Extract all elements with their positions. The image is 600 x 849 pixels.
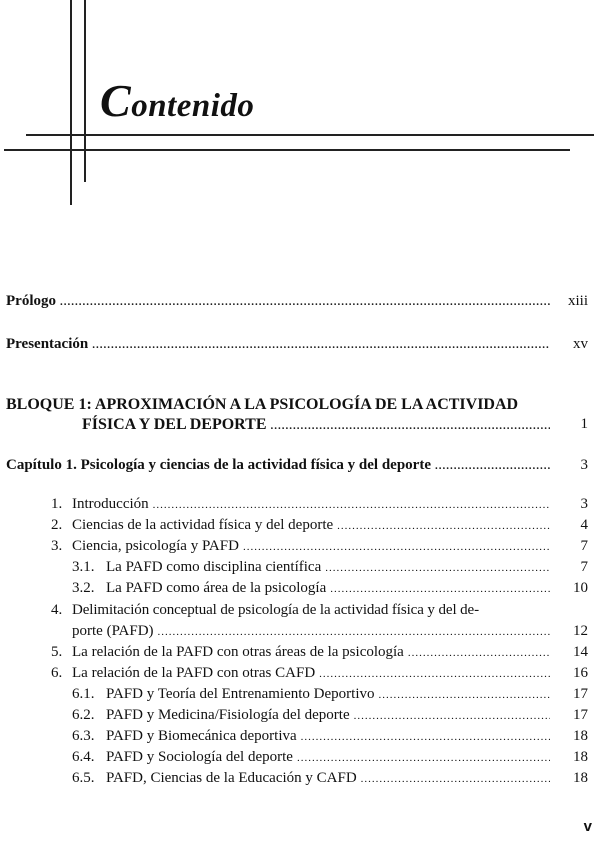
toc-page: 14 [573,644,588,660]
toc-label: Presentación [6,336,89,352]
toc-page: 17 [573,686,588,702]
toc-page: 18 [573,728,588,744]
toc-page: xiii [567,293,588,309]
toc-entry-section[interactable]: 6. La relación de la PAFD con otras CAFD ..... 16 [6,664,590,683]
toc-label: PAFD y Medicina/Fisiología del deporte [106,707,350,723]
toc-entry-section[interactable]: 1. Introducción ..... 3 [6,495,590,514]
page-title: Contenido [100,75,255,126]
toc-label: Capítulo 1. Psicología y ciencias de la actividad física y del deporte [6,457,431,473]
toc-label: Prólogo [6,293,56,309]
toc-entry-bloque-1[interactable] [6,395,590,436]
toc-page: 4 [580,517,588,533]
toc-page: 7 [580,559,588,575]
toc-label: PAFD y Sociología del deporte [106,749,293,765]
toc-label: La PAFD como área de la psicología [106,580,327,596]
toc-entry-section[interactable]: 3. Ciencia, psicología y PAFD ..... 7 [6,537,590,556]
toc-entry-subsection[interactable]: 6.2. PAFD y Medicina/Fisiología del deporte ..... 17 [6,706,590,725]
vertical-rule-right [84,0,86,182]
toc-page: 16 [573,665,588,681]
toc-entry-subsection[interactable]: 6.1. PAFD y Teoría del Entrenamiento Deportivo ..... 17 [6,685,590,704]
toc-entry-section[interactable]: 5. La relación de la PAFD con otras áreas de la psicología ..... 14 [6,643,590,662]
toc-label: La PAFD como disciplina científica [106,559,322,575]
toc-page: 12 [573,623,588,639]
toc-label: Ciencia, psicología y PAFD [72,538,239,554]
toc-page: 10 [573,580,588,596]
toc-label-line2: porte (PAFD) [72,623,154,639]
toc-page: xv [573,336,588,352]
toc-label-line1: Delimitación conceptual de psicología de la actividad física y del de- [72,602,480,618]
toc-entry-section[interactable]: 2. Ciencias de la actividad física y del deporte ..... 4 [6,516,590,535]
toc-entry-subsection[interactable]: 6.5. PAFD, Ciencias de la Educación y CAFD ..... 18 [6,769,590,788]
toc-page: 17 [573,707,588,723]
toc-page: 18 [573,749,588,765]
horizontal-rule-top [26,134,594,136]
toc-page: 18 [573,770,588,786]
horizontal-rule-bottom [4,149,570,151]
toc-entry-capitulo-1[interactable] [6,456,590,475]
toc-label: La relación de la PAFD con otras áreas de la psicología [72,644,404,660]
page-number: v [583,818,592,835]
toc-entry-subsection[interactable]: 3.1. La PAFD como disciplina científica ..... 7 [6,558,590,577]
toc-page: 1 [580,416,588,432]
vertical-rule-left [70,0,72,205]
toc-label: PAFD y Biomecánica deportiva [106,728,297,744]
toc-entry-subsection[interactable]: 6.3. PAFD y Biomecánica deportiva ..... 18 [6,727,590,746]
toc-label-line1: BLOQUE 1: APROXIMACIÓN A LA PSICOLOGÍA DE LA ACTIVIDAD [6,396,519,413]
toc-label: PAFD, Ciencias de la Educación y CAFD [106,770,357,786]
toc-entry-prologo[interactable] [6,292,590,311]
toc-page: 3 [580,496,588,512]
toc-page: 3 [580,457,588,473]
toc-page: 7 [580,538,588,554]
toc-label-line2: FÍSICA Y DEL DEPORTE [82,416,267,433]
toc-label: Ciencias de la actividad física y del deporte [72,517,334,533]
toc-entry-presentacion[interactable] [6,335,590,354]
toc-label: La relación de la PAFD con otras CAFD [72,665,316,681]
toc-label: Introducción [72,496,149,512]
toc-entry-subsection[interactable]: 6.4. PAFD y Sociología del deporte ..... 18 [6,748,590,767]
toc-entry-section[interactable]: 4. Delimitación conceptual de psicología de la actividad física y del de- porte (PAFD) ..... 12 [6,601,590,641]
toc-label: PAFD y Teoría del Entrenamiento Deportivo [106,686,375,702]
toc-entry-subsection[interactable]: 3.2. La PAFD como área de la psicología ..... 10 [6,579,590,598]
